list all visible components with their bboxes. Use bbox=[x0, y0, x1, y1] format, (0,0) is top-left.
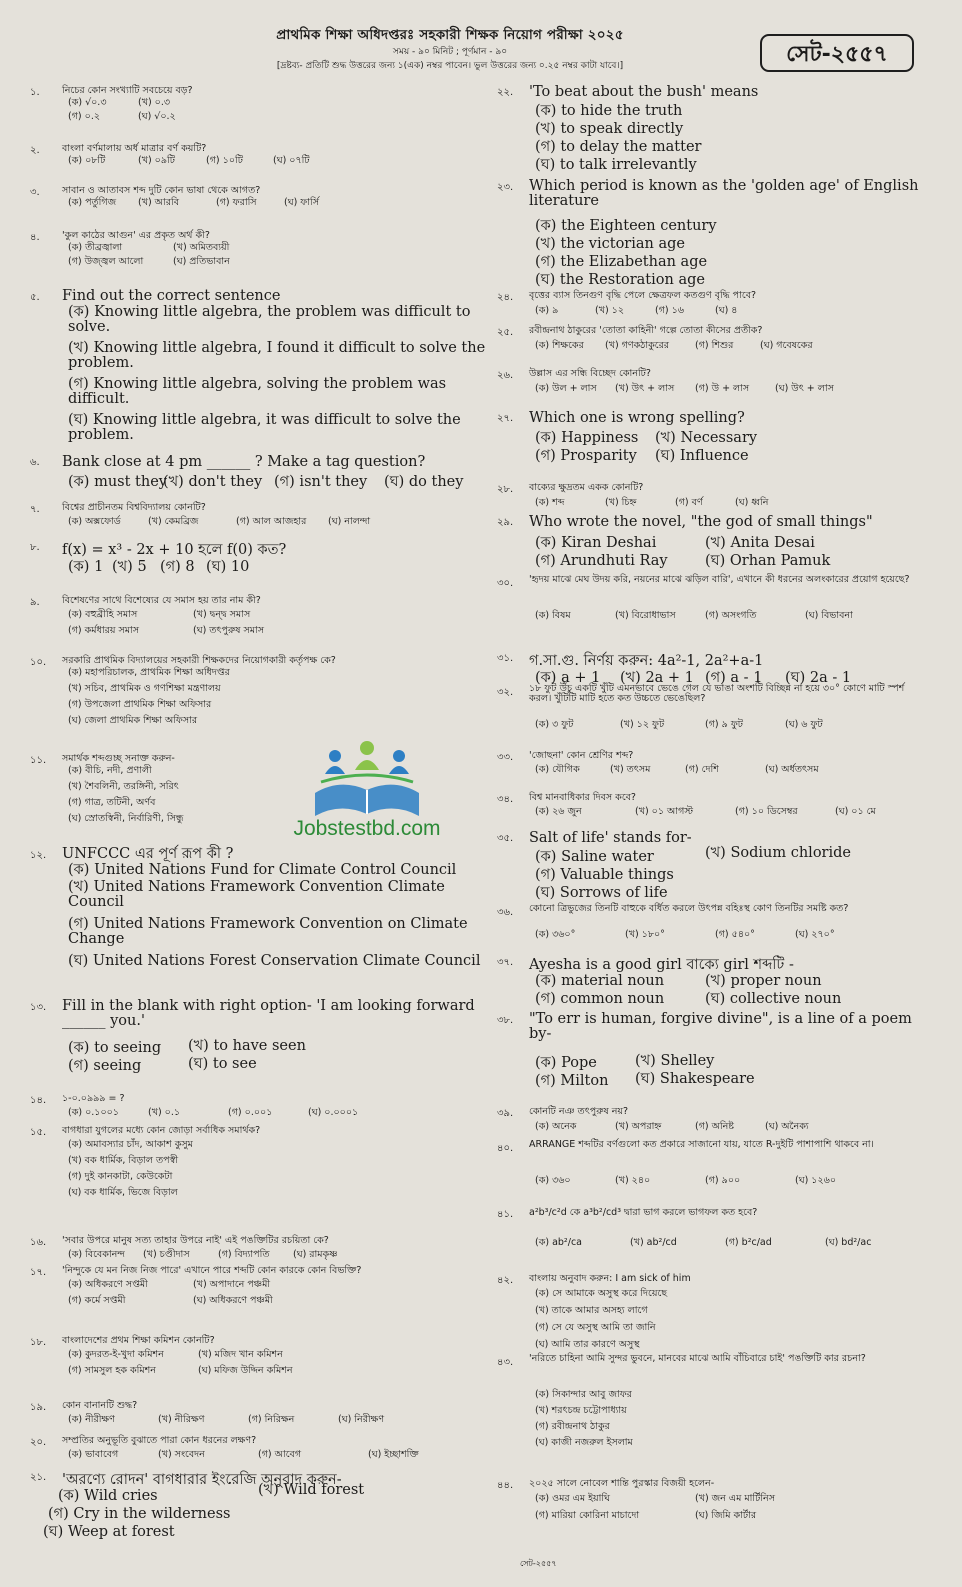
question-number: ২২. bbox=[497, 87, 514, 98]
answer-option: (ঘ) মফিজ উদ্দিন কমিশন bbox=[198, 1365, 293, 1376]
answer-option: (গ) গাত্র, তটিনী, অর্ণব bbox=[68, 797, 156, 808]
answer-option: (খ) Wild forest bbox=[258, 1482, 365, 1498]
answer-option: (গ) isn't they bbox=[274, 474, 368, 490]
question-text: UNFCCC এর পূর্ণ রূপ কী ? bbox=[62, 846, 234, 862]
answer-option: (ঘ) ২৭০° bbox=[795, 929, 835, 940]
answer-option: (ঘ) স্রোতস্বিনী, নির্বারিণী, সিন্ধু bbox=[68, 813, 184, 824]
answer-option: (ঘ) বক ধার্মিক, ভিজে বিড়াল bbox=[68, 1187, 178, 1198]
answer-option: (খ) ০১ আগস্ট bbox=[635, 806, 693, 817]
question-text: 'অরণ্যে রোদন' বাগধারার ইংরেজি অনুবাদ করুন- bbox=[62, 1472, 342, 1488]
question-number: ২৯. bbox=[497, 517, 514, 528]
answer-option: (ক) Saline water bbox=[535, 849, 654, 865]
answer-option: (ক) অধিকরণে সপ্তমী bbox=[68, 1279, 148, 1290]
question-text: ২০২৫ সালে নোবেল শান্তি পুরস্কার বিজয়ী হলেন- bbox=[529, 1478, 715, 1489]
answer-option: (ঘ) collective noun bbox=[705, 991, 842, 1007]
answer-option: (ক) কুদরত-ই-খুদা কমিশন bbox=[68, 1349, 164, 1360]
answer-option: (ঘ) ০১ মে bbox=[835, 806, 876, 817]
answer-option: (ঘ) Knowing little algebra, it was difficult to solve the problem. bbox=[68, 412, 461, 444]
question-text: Salt of life' stands for- bbox=[529, 830, 692, 846]
answer-option: (গ) ১০টি bbox=[206, 155, 243, 166]
answer-option: (গ) b²c/ad bbox=[725, 1237, 772, 1248]
answer-option: (গ) 8 bbox=[160, 559, 195, 575]
answer-option: (ঘ) 10 bbox=[206, 559, 250, 575]
question-number: ২০. bbox=[30, 1437, 47, 1448]
question-text: বাংলাদেশের প্রথম শিক্ষা কমিশন কোনটি? bbox=[62, 1335, 215, 1346]
question-number: ১৬. bbox=[30, 1237, 47, 1248]
answer-option: (গ) Milton bbox=[535, 1073, 609, 1089]
answer-option: (খ) Anita Desai bbox=[705, 535, 815, 551]
question-number: ৩৬. bbox=[497, 907, 514, 918]
answer-option: (ঘ) কাজী নজরুল ইসলাম bbox=[535, 1437, 633, 1448]
answer-option: (ঘ) do they bbox=[384, 474, 464, 490]
answer-option: (গ) সে যে অসুস্থ আমি তা জানি bbox=[535, 1322, 656, 1333]
answer-option: (খ) ২৪০ bbox=[615, 1175, 651, 1186]
answer-option: (গ) ০.২ bbox=[68, 111, 101, 122]
question-number: ৭. bbox=[30, 504, 40, 515]
question-number: ৩৭. bbox=[497, 957, 514, 968]
answer-option: (ক) শিক্ষকের bbox=[535, 340, 584, 351]
answer-option: (খ) শরৎচন্দ্র চট্টোপাধ্যায় bbox=[535, 1405, 627, 1416]
answer-option: (ক) ৯ bbox=[535, 305, 559, 316]
answer-option: (ক) ৩৬০° bbox=[535, 929, 576, 940]
answer-option: (গ) United Nations Framework Convention on Climate Change bbox=[68, 916, 468, 948]
answer-option: (ঘ) Orhan Pamuk bbox=[705, 553, 831, 569]
question-text: f(x) = x³ - 2x + 10 হলে f(0) কত? bbox=[62, 542, 287, 558]
answer-option: (ক) a + 1 bbox=[535, 670, 601, 686]
answer-option: (ক) নীরীক্ষণ bbox=[68, 1414, 115, 1425]
answer-option: (ক) বহুব্রীহি সমাস bbox=[68, 609, 138, 620]
answer-option: (খ) 2a + 1 bbox=[620, 670, 694, 686]
question-number: ৫. bbox=[30, 292, 40, 303]
answer-option: (ঘ) নিরীক্ষণ bbox=[338, 1414, 385, 1425]
answer-option: (ঘ) 2a - 1 bbox=[785, 670, 852, 686]
answer-option: (গ) কর্মে সপ্তমী bbox=[68, 1295, 126, 1306]
question-number: ১৪. bbox=[30, 1095, 47, 1106]
answer-option: (ঘ) to see bbox=[188, 1056, 257, 1072]
answer-option: (ঘ) নালন্দা bbox=[328, 516, 371, 527]
question-number: ৩৮. bbox=[497, 1015, 514, 1026]
set-number-box: সেট-২৫৫৭ bbox=[760, 34, 914, 72]
answer-option: (খ) অপাদানে পঞ্চমী bbox=[193, 1279, 271, 1290]
answer-option: (গ) ০.০০১ bbox=[228, 1107, 273, 1118]
question-number: ২. bbox=[30, 145, 40, 156]
answer-option: (ক) ২৬ জুন bbox=[535, 806, 582, 817]
answer-option: (ক) Kiran Deshai bbox=[535, 535, 657, 551]
answer-option: (ঘ) Influence bbox=[655, 448, 749, 464]
answer-option: (গ) বিদ্যাপতি bbox=[218, 1249, 270, 1260]
answer-option: (খ) চণ্ডীদাস bbox=[143, 1249, 190, 1260]
question-text: বিশ্বের প্রাচীনতম বিশ্ববিদ্যালয় কোনটি? bbox=[62, 502, 206, 513]
answer-option: (ঘ) bd²/ac bbox=[825, 1237, 872, 1248]
answer-option: (ক) ৩৬০ bbox=[535, 1175, 571, 1186]
answer-option: (খ) তৎসম bbox=[610, 764, 651, 775]
answer-option: (গ) a - 1 bbox=[705, 670, 763, 686]
answer-option: (গ) রবীন্দ্রনাথ ঠাকুর bbox=[535, 1421, 610, 1432]
answer-option: (খ) বক ধার্মিক, বিড়াল তপস্বী bbox=[68, 1155, 179, 1166]
answer-option: (ক) Happiness bbox=[535, 430, 639, 446]
question-number: ৩১. bbox=[497, 653, 514, 664]
answer-option: (ক) ভাবাবেগ bbox=[68, 1449, 119, 1460]
answer-option: (খ) সচিব, প্রাথমিক ও গণশিক্ষা মন্ত্রণালয় bbox=[68, 683, 221, 694]
answer-option: (ক) United Nations Fund for Climate Control Council bbox=[68, 862, 457, 878]
answer-option: (খ) Necessary bbox=[655, 430, 758, 446]
answer-option: (খ) অপরাহ্ন bbox=[615, 1121, 662, 1132]
question-number: ২১. bbox=[30, 1472, 47, 1483]
question-number: ১০. bbox=[30, 657, 47, 668]
answer-option: (ক) মহাপরিচালক, প্রাথমিক শিক্ষা অধিদপ্তর bbox=[68, 667, 230, 678]
question-number: ১৭. bbox=[30, 1267, 47, 1278]
answer-option: (ঘ) অধিকরণে পঞ্চমী bbox=[193, 1295, 273, 1306]
answer-option: (ঘ) ০.০০০১ bbox=[308, 1107, 359, 1118]
answer-option: (ক) the Eighteen century bbox=[535, 218, 717, 234]
answer-option: (গ) উজ্জ্বল আলো bbox=[68, 256, 144, 267]
answer-option: (গ) Prosparity bbox=[535, 448, 637, 464]
answer-option: (ক) বীচি, নদী, প্রণালী bbox=[68, 765, 152, 776]
answer-option: (গ) উপজেলা প্রাথমিক শিক্ষা অফিসার bbox=[68, 699, 212, 710]
answer-option: (ঘ) to talk irrelevantly bbox=[535, 157, 697, 173]
answer-option: (ঘ) ফার্সি bbox=[284, 197, 319, 208]
question-text: 'জোছনা' কোন শ্রেণির শব্দ? bbox=[529, 750, 634, 761]
answer-option: (খ) the victorian age bbox=[535, 236, 685, 252]
exam-time-marks: সময় - ৯০ মিনিট ; পূর্ণমান - ৯০ bbox=[392, 47, 508, 57]
answer-option: (গ) common noun bbox=[535, 991, 665, 1007]
answer-option: (গ) Knowing little algebra, solving the problem was difficult. bbox=[68, 376, 447, 408]
answer-option: (খ) তাকে আমার অসহ্য লাগে bbox=[535, 1305, 648, 1316]
question-number: ৩৪. bbox=[497, 794, 514, 805]
answer-option: (গ) নিরিক্ষন bbox=[248, 1414, 295, 1425]
answer-option: (ক) অমাবস্যার চাঁদ, আকাশ কুসুম bbox=[68, 1139, 193, 1150]
question-number: ১৯. bbox=[30, 1402, 47, 1413]
question-text: বাংলা বর্ণমালায় অর্ধ মাত্রার বর্ণ কয়টি? bbox=[62, 143, 207, 154]
answer-option: (ঘ) the Restoration age bbox=[535, 272, 705, 288]
answer-option: (ক) ০.১০০১ bbox=[68, 1107, 119, 1118]
answer-option: (খ) ১২ bbox=[595, 305, 625, 316]
question-number: ৩৫. bbox=[497, 833, 514, 844]
question-number: ৪১. bbox=[497, 1209, 514, 1220]
answer-option: (খ) জন এম মার্টিনিস bbox=[695, 1493, 775, 1504]
question-text: Who wrote the novel, "the god of small things" bbox=[529, 514, 873, 530]
answer-option: (ক) পর্তুগিজ bbox=[68, 197, 117, 208]
question-text: 'নরিতে চাহিনা আমি সুন্দর ভুবনে, মানবের মাঝে আমি বাঁচিবারে চাই' পঙক্তিটি কার রচনা? bbox=[529, 1353, 866, 1364]
question-text: ARRANGE শব্দটির বর্ণগুলো কত প্রকারে সাজানো যায়, যাতে R-দুইটি পাশাপাশি থাকবে না। bbox=[529, 1139, 874, 1150]
question-number: ৩৯. bbox=[497, 1108, 514, 1119]
answer-option: (খ) ০.৩ bbox=[138, 97, 171, 108]
question-text: ১৮ ফুট উঁচু একটি খুঁটি এমনভাবে ভেঙে গেল যে ভাঙা অংশটি বিচ্ছিন্ন না হয়ে ৩০° কোণে মাটি স্পর্শ করল। খুঁটিটি মাটি হতে কত উচ্চতে ভেঙেছিল? bbox=[529, 683, 905, 704]
answer-option: (ক) Knowing little algebra, the problem was difficult to solve. bbox=[68, 304, 471, 336]
answer-option: (গ) দেশি bbox=[685, 764, 719, 775]
question-number: ৪২. bbox=[497, 1275, 514, 1286]
exam-title: প্রাথমিক শিক্ষা অধিদপ্তরঃ সহকারী শিক্ষক নিয়োগ পরীক্ষা ২০২৫ bbox=[276, 27, 624, 43]
question-text: 'To beat about the bush' means bbox=[529, 84, 759, 100]
question-text: সরকারি প্রাথমিক বিদ্যালয়ের সহকারী শিক্ষকদের নিয়োগকারী কর্তৃপক্ষ কে? bbox=[62, 655, 336, 666]
answer-option: (ক) তীব্রজ্বালা bbox=[68, 242, 123, 253]
answer-option: (ক) অক্সফোর্ড bbox=[68, 516, 121, 527]
question-number: ১৮. bbox=[30, 1337, 47, 1348]
question-text: বৃত্তের ব্যাস তিনগুণ বৃদ্ধি পেলে ক্ষেত্রফল কতগুণ বৃদ্ধি পাবে? bbox=[529, 290, 757, 301]
answer-option: (ঘ) তৎপুরুষ সমাস bbox=[193, 625, 265, 636]
question-text: বাক্যের ক্ষুদ্রতম একক কোনটি? bbox=[529, 482, 644, 493]
answer-option: (খ) আরবি bbox=[138, 197, 179, 208]
question-number: ২৫. bbox=[497, 327, 514, 338]
answer-option: (খ) দ্বন্দ্ব সমাস bbox=[193, 609, 251, 620]
answer-option: (ঘ) ইচ্ছাশক্তি bbox=[368, 1449, 419, 1460]
answer-option: (ঘ) Weep at forest bbox=[43, 1524, 175, 1540]
answer-option: (ঘ) Sorrows of life bbox=[535, 885, 668, 901]
answer-option: (ঘ) রামকৃষ্ণ bbox=[293, 1249, 338, 1260]
answer-option: (ক) সিকান্দার আবু জাফর bbox=[535, 1389, 632, 1400]
answer-option: (খ) বিরোধাভাস bbox=[615, 610, 676, 621]
answer-option: (গ) ৯ ফুট bbox=[705, 719, 743, 730]
answer-option: (খ) Sodium chloride bbox=[705, 845, 851, 861]
answer-option: (ক) Pope bbox=[535, 1055, 597, 1071]
answer-option: (গ) ১৬ bbox=[655, 305, 684, 316]
answer-option: (ক) Wild cries bbox=[58, 1488, 158, 1504]
question-number: ৮. bbox=[30, 542, 40, 553]
question-number: ৩. bbox=[30, 187, 40, 198]
answer-option: (খ) Knowing little algebra, I found it difficult to solve the problem. bbox=[68, 340, 486, 372]
answer-option: (ক) অনেক bbox=[535, 1121, 577, 1132]
answer-option: (ঘ) ৪ bbox=[715, 305, 738, 316]
question-number: ২৮. bbox=[497, 484, 514, 495]
question-text: বাংলায় অনুবাদ করুন: I am sick of him bbox=[529, 1273, 691, 1284]
question-text: 'সবার উপরে মানুষ সত্য তাহার উপরে নাই' এই পঙক্তিটির রচয়িতা কে? bbox=[62, 1235, 329, 1246]
answer-option: (ক) বিষম bbox=[535, 610, 571, 621]
answer-option: (গ) Cry in the wilderness bbox=[48, 1506, 231, 1522]
question-text: বাগধারা যুগলের মধ্যে কোন জোড়া সর্বাধিক সমার্থক? bbox=[62, 1125, 261, 1136]
answer-option: (খ) উৎ + লাস bbox=[615, 383, 675, 394]
answer-option: (গ) অসংগতি bbox=[705, 610, 757, 621]
question-text: 'হৃদয় মাঝে মেঘ উদয় করি, নয়নের মাঝে ঝড়িল বারি', এখানে কী ধরনের অলংকারের প্রয়োগ হয়েছে? bbox=[529, 574, 910, 585]
question-text: সম্প্রতির অনুভূতি বুঝাতে পারা কোন ধরনের লক্ষণ? bbox=[62, 1435, 257, 1446]
question-number: ৪৪. bbox=[497, 1480, 514, 1491]
question-text: ১-০.০৯৯৯ = ? bbox=[62, 1093, 125, 1104]
question-number: ২৬. bbox=[497, 370, 514, 381]
answer-option: (ক) ab²/ca bbox=[535, 1237, 582, 1248]
question-text: কোন বানানটি শুদ্ধ? bbox=[62, 1400, 138, 1411]
question-text: কোনটি নঞ তৎপুরুষ নয়? bbox=[529, 1106, 629, 1117]
answer-option: (খ) কেমব্রিজ bbox=[148, 516, 199, 527]
answer-option: (ঘ) জেলা প্রাথমিক শিক্ষা অফিসার bbox=[68, 715, 198, 726]
answer-option: (গ) to delay the matter bbox=[535, 139, 702, 155]
answer-option: (খ) মজিদ খান কমিশন bbox=[198, 1349, 283, 1360]
site-watermark-logo bbox=[255, 738, 485, 838]
question-text: Find out the correct sentence bbox=[62, 288, 281, 304]
answer-option: (খ) ০.১ bbox=[148, 1107, 181, 1118]
answer-option: (গ) Arundhuti Ray bbox=[535, 553, 668, 569]
answer-option: (গ) ফরাসি bbox=[216, 197, 257, 208]
question-text: Which period is known as the 'golden age' of English literature bbox=[529, 178, 919, 210]
question-number: ৪৩. bbox=[497, 1357, 514, 1368]
question-number: ২৪. bbox=[497, 292, 514, 303]
question-text: নিচের কোন সংখ্যাটি সবচেয়ে বড়? bbox=[62, 85, 193, 96]
question-number: ৬. bbox=[30, 457, 40, 468]
answer-option: (খ) proper noun bbox=[705, 973, 822, 989]
question-number: ১. bbox=[30, 87, 40, 98]
answer-option: (খ) শৈবলিনী, তরঙ্গিনী, সরিৎ bbox=[68, 781, 179, 792]
answer-option: (ক) যৌগিক bbox=[535, 764, 580, 775]
answer-option: (ঘ) অনৈক্য bbox=[765, 1121, 809, 1132]
question-number: ১২. bbox=[30, 850, 47, 861]
question-text: রবীন্দ্রনাথ ঠাকুরের 'তোতা কাহিনী' গল্পে তোতা কীসের প্রতীক? bbox=[529, 325, 763, 336]
question-number: ৪. bbox=[30, 232, 40, 243]
question-number: ৯. bbox=[30, 597, 40, 608]
answer-option: (গ) ৫৪০° bbox=[715, 929, 755, 940]
answer-option: (গ) ১০ ডিসেম্বর bbox=[735, 806, 798, 817]
answer-option: (ঘ) বিভাবনা bbox=[805, 610, 853, 621]
answer-option: (গ) অনিষ্ট bbox=[695, 1121, 734, 1132]
answer-option: (ঘ) ১২৬০ bbox=[795, 1175, 836, 1186]
answer-option: (ঘ) অর্ধতৎসম bbox=[765, 764, 819, 775]
question-text: Bank close at 4 pm ______ ? Make a tag question? bbox=[62, 454, 426, 470]
answer-option: (খ) নীরিক্ষণ bbox=[158, 1414, 205, 1425]
question-text: বিশ্ব মানবাধিকার দিবস কবে? bbox=[529, 792, 636, 803]
question-number: ৩০. bbox=[497, 578, 514, 589]
question-number: ৩২. bbox=[497, 687, 514, 698]
answer-option: (খ) গণকঠাকুরের bbox=[605, 340, 670, 351]
answer-option: (খ) চিহ্ন bbox=[605, 497, 637, 508]
question-text: সাবান ও আতাবস শব্দ দুটি কোন ভাষা থেকে আগত? bbox=[62, 185, 261, 196]
question-number: ২৩. bbox=[497, 182, 514, 193]
page-footer-set: সেট-২৫৫৭ bbox=[520, 1559, 557, 1568]
exam-instruction-note: [দ্রষ্টব্য- প্রতিটি শুদ্ধ উত্তরের জন্য ১(এক) নম্বর পাবেন। ভুল উত্তরের জন্য ০.২৫ নম্বর কাটা যাবে।] bbox=[276, 61, 624, 71]
answer-option: (ক) to hide the truth bbox=[535, 103, 683, 119]
question-number: ৪০. bbox=[497, 1143, 514, 1154]
question-number: ১১. bbox=[30, 755, 47, 766]
question-number: ২৭. bbox=[497, 413, 514, 424]
answer-option: (খ) to have seen bbox=[188, 1038, 306, 1054]
answer-option: (গ) the Elizabethan age bbox=[535, 254, 708, 270]
answer-option: (ঘ) √০.২ bbox=[138, 111, 176, 122]
answer-option: (ক) to seeing bbox=[68, 1040, 162, 1056]
question-text: Which one is wrong spelling? bbox=[529, 410, 745, 426]
answer-option: (ক) বিবেকানন্দ bbox=[68, 1249, 125, 1260]
answer-option: (খ) 5 bbox=[112, 559, 147, 575]
question-number: ৩৩. bbox=[497, 752, 514, 763]
question-text: 'নিন্দুকে যে মন নিজ নিজ পারে' এখানে পারে শব্দটি কোন কারকে কোন বিভক্তি? bbox=[62, 1265, 362, 1276]
question-text: 'কুল কাঠের আগুন' এর প্রকৃত অর্থ কী? bbox=[62, 230, 210, 241]
answer-option: (গ) দুই কানকাটা, কেউকেটা bbox=[68, 1171, 173, 1182]
question-text: a²b³/c²d কে a³b²/cd³ দ্বারা ভাগ করলে ভাগফল কত হবে? bbox=[529, 1207, 758, 1218]
answer-option: (গ) আল আজহার bbox=[236, 516, 307, 527]
answer-option: (ঘ) প্রতিভাবান bbox=[173, 256, 230, 267]
answer-option: (খ) don't they bbox=[163, 474, 263, 490]
question-number: ১৩. bbox=[30, 1002, 47, 1013]
answer-option: (খ) ১৮০° bbox=[625, 929, 665, 940]
question-text: সমার্থক শব্দগুচ্ছ সনাক্ত করুন- bbox=[62, 753, 175, 764]
answer-option: (ঘ) গবেষকের bbox=[760, 340, 813, 351]
answer-option: (খ) ab²/cd bbox=[630, 1237, 677, 1248]
answer-option: (ক) ওমর এম ইয়াঘি bbox=[535, 1493, 610, 1504]
people-book-logo-icon bbox=[255, 738, 485, 838]
watermark-text: Jobstestbd.com bbox=[293, 817, 441, 838]
answer-option: (ঘ) ০৭টি bbox=[273, 155, 310, 166]
answer-option: (খ) United Nations Framework Convention Climate Council bbox=[68, 879, 445, 911]
answer-option: (গ) সামসুল হক কমিশন bbox=[68, 1365, 156, 1376]
answer-option: (গ) কর্মধারয় সমাস bbox=[68, 625, 140, 636]
answer-option: (ক) must they bbox=[68, 474, 167, 490]
answer-option: (গ) আবেগ bbox=[258, 1449, 302, 1460]
answer-option: (গ) Valuable things bbox=[535, 867, 674, 883]
answer-option: (ঘ) ৬ ফুট bbox=[785, 719, 823, 730]
answer-option: (খ) ০৯টি bbox=[138, 155, 175, 166]
answer-option: (গ) বর্ণ bbox=[675, 497, 703, 508]
question-text: Fill in the blank with right option- 'I am looking forward ______ you.' bbox=[62, 998, 475, 1030]
answer-option: (ক) ০৮টি bbox=[68, 155, 106, 166]
question-number: ১৫. bbox=[30, 1127, 47, 1138]
answer-option: (খ) সংবেদন bbox=[158, 1449, 205, 1460]
question-text: বিশেষণের সাথে বিশেষ্যের যে সমাস হয় তার নাম কী? bbox=[62, 595, 261, 606]
answer-option: (খ) to speak directly bbox=[535, 121, 684, 137]
answer-option: (খ) ১২ ফুট bbox=[620, 719, 665, 730]
answer-option: (ক) সে আমাকে অসুস্থ করে দিয়েছে bbox=[535, 1288, 668, 1299]
answer-option: (ক) material noun bbox=[535, 973, 665, 989]
question-text: কোনো ত্রিভুজের তিনটি বাহুকে বর্ধিত করলে উৎপন্ন বহিঃস্থ কোণ তিনটির সমষ্টি কত? bbox=[529, 903, 849, 914]
answer-option: (খ) Shelley bbox=[635, 1053, 715, 1069]
answer-option: (গ) seeing bbox=[68, 1058, 142, 1074]
answer-option: (ঘ) আমি তার কারণে অসুস্থ bbox=[535, 1339, 640, 1350]
answer-option: (ক) 1 bbox=[68, 559, 104, 575]
answer-option: (ক) উল + লাস bbox=[535, 383, 597, 394]
answer-option: (ঘ) Shakespeare bbox=[635, 1071, 755, 1087]
answer-option: (গ) ৯০০ bbox=[705, 1175, 741, 1186]
answer-option: (গ) মারিয়া কোরিনা মাচাদো bbox=[535, 1510, 640, 1521]
question-text: Ayesha is a good girl বাক্যে girl শব্দটি - bbox=[529, 957, 794, 973]
answer-option: (ক) √০.৩ bbox=[68, 97, 107, 108]
answer-option: (ক) ৩ ফুট bbox=[535, 719, 574, 730]
answer-option: (গ) শিশুর bbox=[695, 340, 734, 351]
answer-option: (ঘ) ধ্বনি bbox=[735, 497, 769, 508]
answer-option: (ক) শব্দ bbox=[535, 497, 565, 508]
answer-option: (ঘ) জিমি কার্টার bbox=[695, 1510, 757, 1521]
question-text: উল্লাস এর সন্ধি বিচ্ছেদ কোনটি? bbox=[529, 368, 651, 379]
answer-option: (ঘ) উৎ + লাস bbox=[775, 383, 834, 394]
question-text: গ.সা.গু. নির্ণয় করুন: 4a²-1, 2a²+a-1 bbox=[529, 653, 764, 669]
answer-option: (খ) অমিতব্যয়ী bbox=[173, 242, 230, 253]
question-text: "To err is human, forgive divine", is a line of a poem by- bbox=[529, 1011, 912, 1043]
answer-option: (গ) উ + লাস bbox=[695, 383, 750, 394]
answer-option: (ঘ) United Nations Forest Conservation Climate Council bbox=[68, 953, 481, 969]
